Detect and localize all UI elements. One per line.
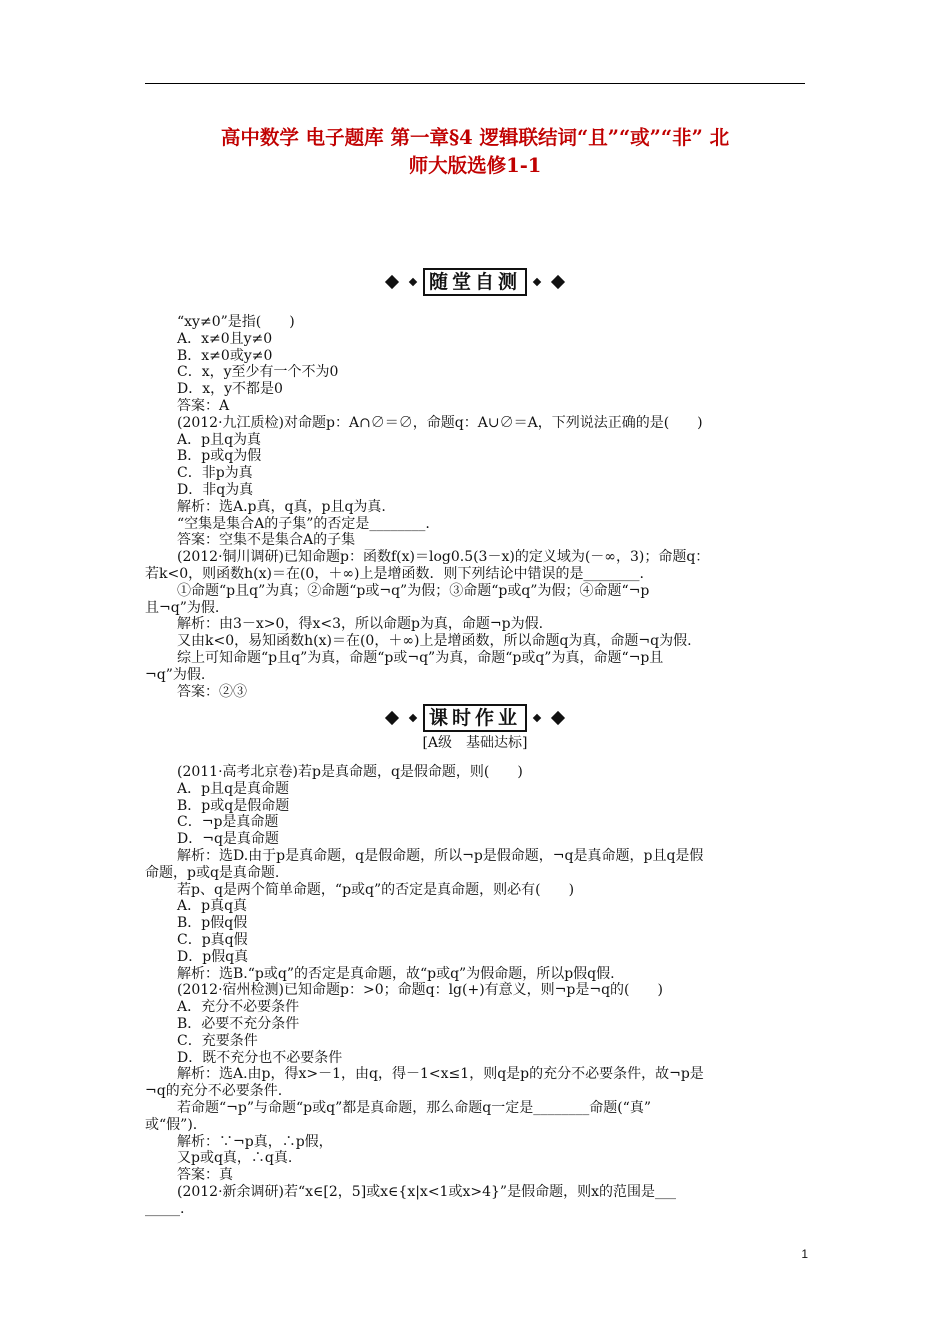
- text-line: 若p、q是两个简单命题，“p或q”的否定是真命题，则必有( ): [177, 881, 575, 898]
- text-line: C．¬p是真命题: [177, 814, 279, 831]
- section-homework-body: [145, 764, 807, 1218]
- text-line: 解析：选D.由于p是真命题，q是假命题，所以¬p是假命题，¬q是真命题，p且q是假: [177, 847, 704, 864]
- text-line: 答案：真: [177, 1167, 233, 1184]
- text-line: 又p或q真，∴q真.: [177, 1150, 293, 1167]
- text-line: _____.: [145, 1200, 185, 1217]
- section-banner-homework: [0, 704, 950, 732]
- text-line: (2012·铜川调研)已知命题p：函数f(x)＝log0.5(3－x)的定义域为(－∞，3)；命题q：: [177, 549, 710, 566]
- text-line: A．p且q是真命题: [177, 780, 290, 797]
- text-line: D．非q为真: [177, 481, 254, 498]
- text-line: 答案：②③: [177, 683, 247, 700]
- text-line: “空集是集合A的子集”的否定是________.: [177, 515, 430, 532]
- text-line: A．充分不必要条件: [177, 999, 300, 1016]
- document-title: [140, 124, 810, 180]
- text-line: (2012·新余调研)若“x∈[2，5]或x∈{x|x<1或x>4}”是假命题，则x的范围是___: [177, 1183, 676, 1200]
- diamond-icon: [409, 714, 417, 722]
- title-line-2: 师大版选修1-1: [408, 154, 542, 177]
- text-line: ¬q”为假.: [145, 666, 206, 683]
- diamond-icon: [409, 278, 417, 286]
- text-line: D．既不充分也不必要条件: [177, 1049, 343, 1066]
- text-line: B．p或q为假: [177, 448, 262, 465]
- text-line: D．x，y不都是0: [177, 381, 283, 398]
- section-banner-practice: [0, 268, 950, 296]
- text-line: D．p假q真: [177, 948, 249, 965]
- section-heading-homework: 课时作业: [423, 704, 527, 732]
- header-rule: [145, 83, 805, 84]
- section-practice-body: [145, 314, 807, 700]
- text-line: (2011·高考北京卷)若p是真命题，q是假命题，则( ): [177, 764, 523, 780]
- text-line: 解析：选A.p真，q真，p且q为真.: [177, 498, 386, 515]
- page-number: 1: [801, 1247, 808, 1261]
- text-line: 且¬q”为假.: [145, 599, 220, 616]
- text-line: C．p真q假: [177, 931, 248, 948]
- text-line: 综上可知命题“p且q”为真，命题“p或¬q”为真，命题“p或q”为真，命题“¬p且: [177, 649, 664, 666]
- text-line: B．x≠0或y≠0: [177, 347, 273, 364]
- text-line: A．p且q为真: [177, 431, 262, 448]
- section-subheading: [A级 基础达标]: [422, 735, 528, 751]
- text-line: D．¬q是真命题: [177, 831, 279, 848]
- text-line: C．充要条件: [177, 1032, 258, 1049]
- text-line: 若命题“¬p”与命题“p或q”都是真命题，那么命题q一定是________命题(“真”: [177, 1099, 651, 1116]
- text-line: (2012·宿州检测)已知命题p：>0；命题q：lg(+)有意义，则¬p是¬q的( ): [177, 982, 663, 999]
- text-line: 解析：选A.由p，得x>－1，由q，得－1<x≤1，则q是p的充分不必要条件，故¬p是: [177, 1066, 704, 1083]
- text-line: ¬q的充分不必要条件.: [145, 1083, 283, 1100]
- section-heading-practice: 随堂自测: [423, 268, 527, 296]
- text-line: ①命题“p且q”为真；②命题“p或¬q”为假；③命题“p或q”为假；④命题“¬p: [177, 582, 650, 599]
- text-line: 命题，p或q是真命题.: [145, 864, 280, 881]
- diamond-icon: [385, 275, 399, 289]
- text-line: 答案：空集不是集合A的子集: [177, 532, 356, 549]
- text-line: C．非p为真: [177, 465, 253, 482]
- text-line: (2012·九江质检)对命题p：A∩∅＝∅，命题q：A∪∅＝A，下列说法正确的是( ): [177, 414, 703, 431]
- diamond-icon: [385, 711, 399, 725]
- text-line: A．p真q真: [177, 898, 248, 915]
- text-line: C．x，y至少有一个不为0: [177, 364, 339, 381]
- text-line: 解析：选B.“p或q”的否定是真命题，故“p或q”为假命题，所以p假q假.: [177, 965, 615, 982]
- text-line: “xy≠0”是指( ): [177, 314, 295, 330]
- diamond-icon: [533, 714, 541, 722]
- text-line: B．p假q假: [177, 915, 248, 932]
- text-line: 解析：∵¬p真，∴p假，: [177, 1133, 333, 1150]
- title-line-1: 高中数学 电子题库 第一章§4 逻辑联结词“且”“或”“非” 北: [220, 126, 730, 149]
- diamond-icon: [551, 275, 565, 289]
- text-line: 又由k<0，易知函数h(x)＝在(0，＋∞)上是增函数，所以命题q为真，命题¬q为假.: [177, 633, 692, 650]
- text-line: B．p或q是假命题: [177, 797, 290, 814]
- diamond-icon: [551, 711, 565, 725]
- text-line: B．必要不充分条件: [177, 1015, 300, 1032]
- text-line: A．x≠0且y≠0: [177, 330, 273, 347]
- text-line: 若k<0，则函数h(x)＝在(0，＋∞)上是增函数．则下列结论中错误的是________.: [145, 565, 644, 582]
- text-line: 解析：由3－x>0，得x<3，所以命题p为真，命题¬p为假.: [177, 616, 544, 633]
- text-line: 答案：A: [177, 397, 230, 414]
- text-line: 或“假”).: [145, 1116, 198, 1133]
- diamond-icon: [533, 278, 541, 286]
